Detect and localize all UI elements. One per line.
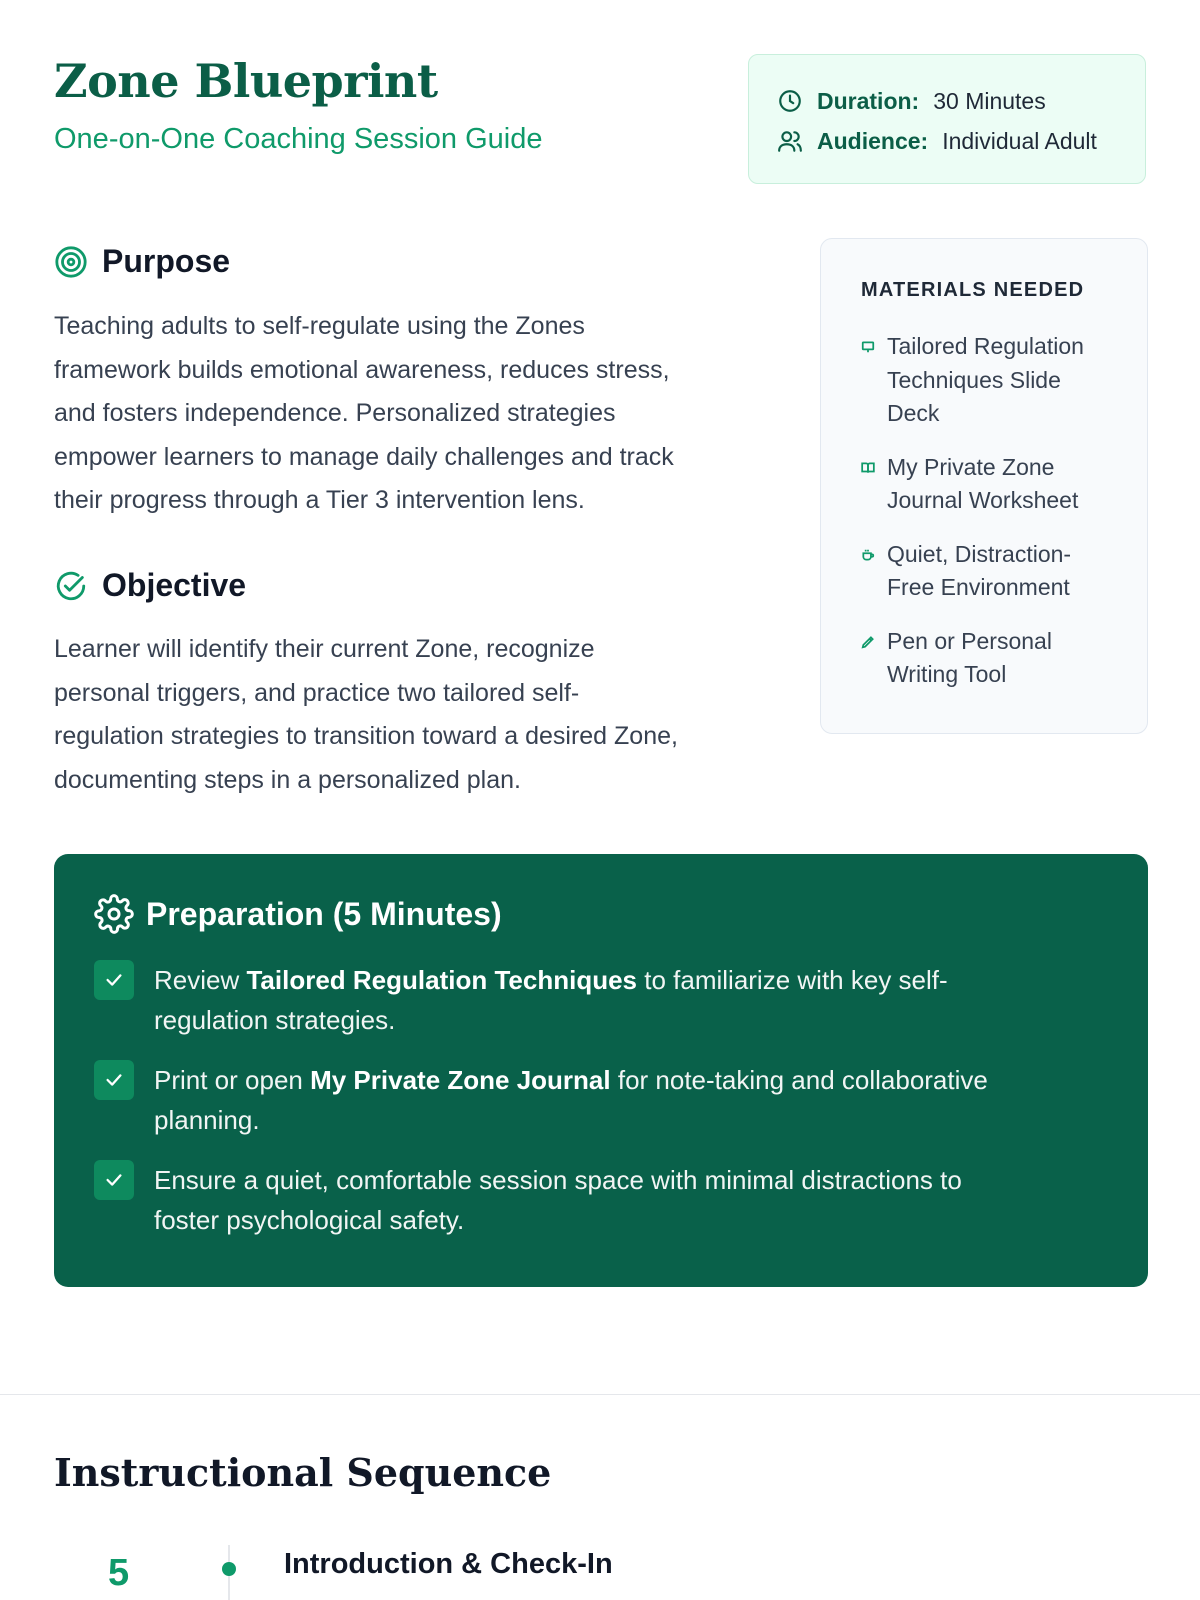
material-line: Writing Tool <box>887 661 1007 687</box>
check-circle-icon <box>54 569 88 603</box>
page-subtitle: One-on-One Coaching Session Guide <box>54 123 543 156</box>
prep-text-line2: regulation strategies. <box>154 1005 396 1035</box>
material-item <box>861 538 1109 605</box>
duration-label: Duration: <box>817 87 920 114</box>
prep-text-line2: planning. <box>154 1105 260 1135</box>
material-item <box>861 451 1109 518</box>
pen-icon <box>861 635 875 649</box>
preparation-item-text <box>154 960 1054 1040</box>
purpose-line: empower learners to manage daily challenges and track <box>54 442 674 471</box>
audience-value: Individual Adult <box>942 127 1097 154</box>
checkbox-checked-icon <box>94 1060 134 1100</box>
prep-text-post: for note-taking and collaborative <box>610 1065 988 1095</box>
objective-line: documenting steps in a personalized plan. <box>54 765 521 794</box>
users-icon <box>777 128 803 154</box>
prep-text-pre: Ensure a quiet, comfortable session space with minimal distractions to <box>154 1165 962 1195</box>
objective-line: personal triggers, and practice two tailored self- <box>54 678 580 707</box>
preparation-item <box>94 1160 1108 1240</box>
prep-text-bold: My Private Zone Journal <box>310 1065 611 1095</box>
objective-line: regulation strategies to transition toward a desired Zone, <box>54 722 678 750</box>
header <box>54 54 1146 184</box>
target-icon <box>54 245 88 279</box>
material-item <box>861 625 1109 692</box>
purpose-line: their progress through a Tier 3 intervention lens. <box>54 486 585 514</box>
audience-label: Audience: <box>817 127 929 154</box>
prep-text-pre: Review <box>154 965 247 995</box>
materials-heading: MATERIALS NEEDED <box>861 279 1085 301</box>
purpose-line: Teaching adults to self-regulate using the Zones <box>54 312 585 340</box>
clock-icon <box>777 88 803 114</box>
material-line: Free Environment <box>887 574 1070 600</box>
gear-icon <box>94 894 134 934</box>
purpose-heading-row <box>54 243 230 280</box>
book-icon <box>861 461 875 475</box>
material-line: Deck <box>887 400 940 426</box>
objective-heading-row <box>54 567 246 604</box>
material-line: Journal Worksheet <box>887 487 1079 513</box>
objective-line: Learner will identify their current Zone, recognize <box>54 635 595 663</box>
section-divider <box>0 1394 1200 1395</box>
checkbox-checked-icon <box>94 1160 134 1200</box>
sequence-heading: Instructional Sequence <box>54 1450 552 1495</box>
purpose-line: framework builds emotional awareness, reduces stress, <box>54 355 670 384</box>
material-line: Quiet, Distraction- <box>887 540 1072 567</box>
step-minutes: 5 <box>108 1552 130 1594</box>
purpose-line: and fosters independence. Personalized strategies <box>54 399 616 427</box>
page-title: Zone Blueprint <box>54 54 438 108</box>
preparation-item-text <box>154 1060 1054 1140</box>
preparation-item-text <box>154 1160 1054 1240</box>
purpose-heading: Purpose <box>102 243 231 279</box>
preparation-panel <box>54 854 1148 1287</box>
timeline-dot <box>222 1562 236 1576</box>
coffee-icon <box>861 548 875 562</box>
material-line: My Private Zone <box>887 453 1055 480</box>
prep-text-pre: Print or open <box>154 1065 311 1095</box>
prep-text-bold: Tailored Regulation Techniques <box>246 965 638 995</box>
step-title: Introduction & Check-In <box>284 1548 613 1580</box>
purpose-text <box>54 305 774 523</box>
material-line: Techniques Slide <box>887 366 1061 393</box>
preparation-heading: Preparation (5 Minutes) <box>146 895 502 932</box>
material-line: Tailored Regulation <box>887 333 1084 359</box>
preparation-heading-row <box>94 894 1108 934</box>
prep-text-line2: foster psychological safety. <box>154 1205 465 1235</box>
session-meta-box <box>748 54 1146 184</box>
preparation-item <box>94 1060 1108 1140</box>
duration-row <box>777 81 1117 121</box>
materials-card <box>820 238 1148 734</box>
audience-row <box>777 121 1117 161</box>
material-item <box>861 330 1109 431</box>
objective-heading: Objective <box>102 567 247 603</box>
material-line: Pen or Personal <box>887 627 1052 654</box>
presentation-icon <box>861 340 875 354</box>
checkbox-checked-icon <box>94 960 134 1000</box>
duration-value: 30 Minutes <box>933 87 1046 114</box>
prep-text-post: to familiarize with key self- <box>637 965 948 995</box>
preparation-item <box>94 960 1108 1040</box>
objective-text <box>54 628 774 802</box>
